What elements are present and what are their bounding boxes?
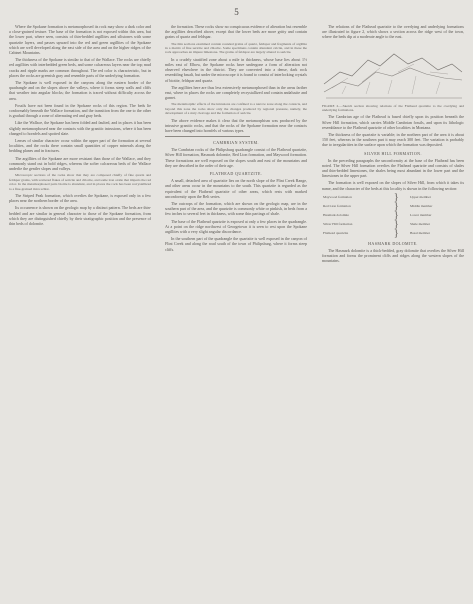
body-paragraph: Its occurrence is shown on the geologic map by a distinct pattern. The beds are thin-bedded and are similar in general character to those of the Spokane formation, from which they are distinguished chiefly by their stratigraphic position and the presence of thin beds of dolomite. bbox=[9, 205, 151, 226]
body-paragraph: The base of the Flathead quartzite is exposed at only a few places in the quadrangle. At a point on the ridge northwest of Georgetown it is seen to rest upon the Spokane argillites with a very slight angular discordance. bbox=[165, 218, 307, 234]
figure-caption: FIGURE 2.—Sketch section showing relations of the Flathead quartzite to the overlying and underlying formations. bbox=[322, 103, 464, 113]
body-paragraph: In a crudely stratified zone about a mile in thickness, whose base lies about 1½ miles east of Elbow, the Spokane rocks have undergone a form of alteration not observed elsewhere in the district. They are converted into a dense, dark rock resembling basalt, but under the microscope it is found to consist of interlocking crystals of biotite, feldspar and quartz. bbox=[165, 56, 307, 83]
table-row bbox=[322, 220, 464, 229]
formation-name: Maywood formation bbox=[323, 194, 352, 199]
formation-name: Silver Hill formation bbox=[323, 221, 353, 226]
footnote-paragraph: Microscopic sections of the rocks show that they are composed chiefly of fine quartz and feldspar grains, with scattered flakes of sericite and chlorite, and some iron oxide that imparts the red color. In the metamorphosed parts biotite is abundant, and in places the rock has been recrystallized to a fine-grained mica schist. bbox=[9, 173, 151, 191]
formation-name: Red Lion formation bbox=[323, 203, 351, 208]
table-row bbox=[322, 211, 464, 220]
body-paragraph: The Hasmark dolomite is a thick-bedded, gray dolomite that overlies the Silver Hill formation and forms the prominent cliffs and ridges along the western slopes of the mountains. bbox=[322, 247, 464, 264]
body-paragraph: A small, detached area of quartzite lies on the north slope of the Flint Creek Range, and other areas occur in the mountains to the south. This quartzite is regarded as the equivalent of the Flathead quartzite of other areas, which rests with marked unconformity upon the Belt series. bbox=[165, 178, 307, 199]
body-paragraph: The Spokane is well exposed in the canyons along the eastern border of the quadrangle and on the slopes above the valleys, where it forms steep walls and cliffs that weather into angular blocks; the formation is traced without difficulty across the area. bbox=[9, 80, 151, 101]
section-heading: CAMBRIAN SYSTEM. bbox=[213, 140, 259, 146]
formation-name: Hasmark dolomite bbox=[323, 212, 349, 217]
member-name: Basal member bbox=[409, 230, 431, 235]
body-paragraph: The formation is well exposed on the slopes of Silver Hill, from which it takes its name, and the character of the beds at this locality is shown in the following section: bbox=[322, 180, 464, 191]
body-paragraph: Where the Spokane formation is metamorphosed its rock may show a dark color and a close-grained texture. The base of the formation is not exposed within this area, but the lower part, where seen, consists of thin-bedded argillites and siltstones with some quartzite layers, and passes upward into the red and green argillites of the Spokane which are well developed along the east side of the area and on the higher ridges of the Cabinet Mountains. bbox=[9, 24, 151, 56]
body-paragraph: the formation. These rocks show no conspicuous evidence of alteration but resemble the argillites described above, except that the lower beds are more gritty and contain grains of quartz and feldspar. bbox=[165, 24, 307, 40]
body-paragraph: The Striped Peak formation, which overlies the Spokane, is exposed only in a few places near the northern border of the area. bbox=[9, 192, 151, 204]
member-name: Lower member bbox=[409, 212, 432, 217]
column-right bbox=[322, 24, 464, 265]
page-number: 5 bbox=[234, 7, 239, 17]
body-paragraph: The outcrops of the formation, which are shown on the geologic map, are in the southern part of the area, and the quartzite is commonly white or pinkish, in beds from a few inches to several feet in thickness, with some thin partings of shale. bbox=[165, 200, 307, 217]
body-paragraph: Fossils have not been found in the Spokane rocks of this region. The beds lie conformably beneath the Wallace formation, and the transition from the one to the other is gradual through a zone of alternating red and gray beds. bbox=[9, 102, 151, 119]
member-name: Upper member bbox=[409, 194, 432, 199]
section-heading: FLATHEAD QUARTZITE. bbox=[209, 171, 263, 177]
footnote-paragraph: The metamorphic effects of the intrusions are confined to a narrow zone along the contacts, and beyond this zone the rocks show only the changes produced by regional pressure, namely, the development of a slaty cleavage and the formation of sericite. bbox=[165, 102, 307, 116]
body-paragraph: In the preceding paragraphs the unconformity at the base of the Flathead has been noted. The Silver Hill formation overlies the Flathead quartzite and consists of shales and thin-bedded limestones, the shales being most abundant in the lower part and the limestones in the upper part. bbox=[322, 157, 464, 179]
brace-mark: } bbox=[393, 226, 399, 239]
brace-mark: } bbox=[393, 190, 399, 203]
body-paragraph: The argillites of the Spokane are more resistant than those of the Wallace, and they commonly stand out in bold ridges, whereas the softer calcareous beds of the Wallace underlie the gentler slopes and valleys. bbox=[9, 155, 151, 172]
column-middle bbox=[165, 24, 307, 254]
member-name: Shale member bbox=[409, 221, 431, 226]
body-paragraph: The Cambrian age of the Flathead is based chiefly upon its position beneath the Silver Hill formation, which carries Middle Cambrian fossils, and upon its lithologic resemblance to the Flathead quartzite of other localities in Montana. bbox=[322, 114, 464, 130]
body-paragraph: Like the Wallace, the Spokane has been folded and faulted, and in places it has been slightly metamorphosed near the contacts with the granitic intrusions, where it has been changed to hornfels and spotted slate. bbox=[9, 120, 151, 136]
table-row bbox=[322, 229, 464, 238]
section-heading: SILVER HILL FORMATION. bbox=[364, 150, 422, 156]
body-paragraph: Lenses of similar character occur within the upper part of the formation at several localities, and the rocks there contain small quantities of copper minerals along the bedding planes and in fractures. bbox=[9, 138, 151, 154]
brace-mark: } bbox=[393, 199, 399, 212]
member-name: Middle member bbox=[409, 203, 433, 208]
body-paragraph: The above evidence makes it clear that the metamorphism was produced by the intrusive granitic rocks, and that the rocks of the Spokane formation near the contacts have been changed into hornfels of various types. bbox=[165, 117, 307, 134]
stratigraphic-table bbox=[322, 190, 464, 239]
cross-section-drawing bbox=[322, 42, 464, 102]
formation-name: Flathead quartzite bbox=[323, 230, 349, 235]
body-paragraph: In the southern part of the quadrangle the quartzite is well exposed in the canyon of Flint Creek and along the road south of the town of Philipsburg, where it forms steep cliffs. bbox=[165, 236, 307, 252]
table-row bbox=[322, 202, 464, 211]
section-heading: HASMARK DOLOMITE. bbox=[368, 240, 418, 246]
footnote-paragraph: The thin sections examined contain rounded grains of quartz, feldspar and fragments of argillite in a matrix of fine sericite and chlorite. Some specimens contain abundant calcite, and in these the rock approaches an impure limestone. The grains of feldspar are largely altered to sericite. bbox=[165, 41, 307, 55]
column-left bbox=[9, 24, 151, 228]
table-row bbox=[322, 193, 464, 202]
brace-mark: } bbox=[393, 208, 399, 221]
divider bbox=[165, 136, 250, 137]
body-paragraph: The argillites here are thus less extensively metamorphosed than in the areas farther east, where in places the rocks are completely recrystallized and contain andalusite and garnet. bbox=[165, 84, 307, 101]
body-paragraph: The Cambrian rocks of the Philipsburg quadrangle consist of the Flathead quartzite, Silver Hill formation, Hasmark dolomite, Red Lion formation, and Maywood formation. These formations are well exposed on the slopes south and east of the mountains and they are described in the order of their age. bbox=[165, 147, 307, 168]
cross-section-figure bbox=[322, 42, 464, 102]
brace-mark: } bbox=[393, 217, 399, 230]
body-paragraph: The thickness of the quartzite is variable; in the northern part of the area it is about 150 feet, whereas in the southern part it may reach 300 feet. The variation is probably due to irregularities in the surface upon which the formation was deposited. bbox=[322, 132, 464, 148]
body-paragraph: The relations of the Flathead quartzite to the overlying and underlying formations are illustrated in figure 2, which shows a section across the ridge west of the town, where the beds dip at a moderate angle to the east. bbox=[322, 24, 464, 40]
body-paragraph: The thickness of the Spokane is similar to that of the Wallace. The rocks are chiefly red argillites with interbedded green beds, and some calcareous layers near the top; mud cracks and ripple marks are common throughout. The red color is characteristic, but in places the rocks are greenish gray and resemble parts of the underlying formation. bbox=[9, 57, 151, 78]
